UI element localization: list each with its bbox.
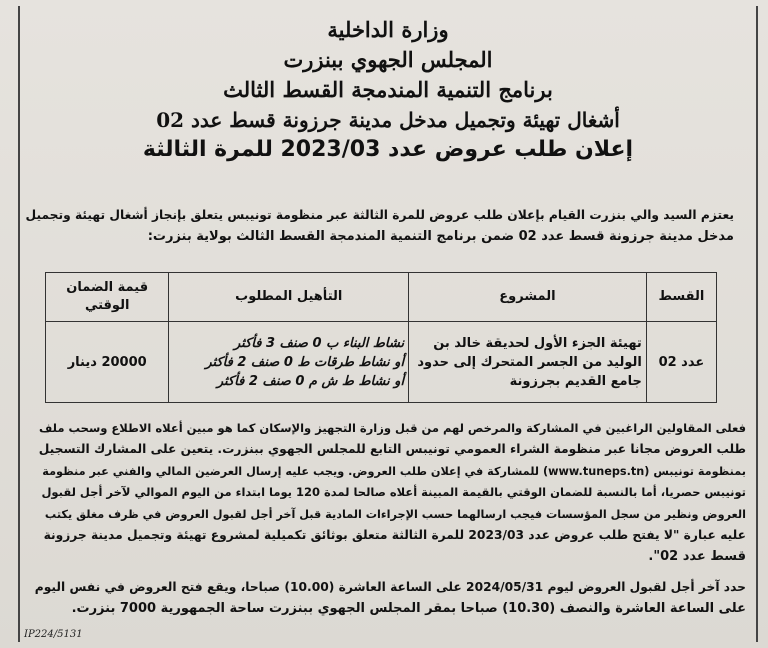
body-line: طلب العروض مجانا عبر منظومة الشراء العمومي تونيبس التابع للمجلس الجهوي ببنزرت. يتعين على المشارك التسجيل: [38, 442, 746, 457]
cell-guarantee: 20000 دينار: [46, 322, 169, 403]
body-line: عليه عبارة "لا يفتح طلب عروض عدد 2023/03 للمرة الثالثة متعلق بوثائق تكميلية لمشروع تهيئة وتجميل مدينة جرزونة: [43, 528, 746, 543]
header-project: المشروع: [409, 273, 647, 322]
header-guarantee-l1: قيمة الضمان: [66, 280, 149, 295]
qualification-line: نشاط البناء ب 0 صنف 3 فأكثر: [233, 335, 405, 351]
body-line: قسط عدد 02".: [648, 549, 746, 565]
body-line: تونيبس حصريا، أما بالنسبة للضمان الوقتي بالقيمة المبينة أعلاه صالحا لمدة 120 يوما ابتداء من اليوم الموالي لآخر أجل لقبول: [41, 485, 746, 500]
project-line: جامع القديم بجرزونة: [509, 373, 642, 389]
closing-line: على الساعة العاشرة والنصف (10.30) صباحا بمقر المجلس الجهوي ببنزرت ساحة الجمهورية 7000 بنزرت.: [71, 601, 746, 616]
intro-line: يعتزم السيد والي بنزرت القيام بإعلان طلب عروض للمرة الثالثة عبر منظومة تونيبس يتعلق بإنجاز أشغال تهيئة وتجميل: [25, 208, 734, 222]
project-line: الوليد من الجسر المتحرك إلى حدود: [417, 354, 642, 370]
conditions-paragraph: [34, 418, 746, 568]
announcement-header: [20, 14, 756, 166]
works-title: أشغال تهيئة وتجميل مدخل مدينة جرزونة قسط عدد 02: [156, 108, 620, 132]
qualification-line: أو نشاط ط ش م 0 صنف 2 فأكثر: [216, 373, 405, 389]
closing-line: حدد آخر أجل لقبول العروض ليوم 2024/05/31 على الساعة العاشرة (10.00) صباحا، ويقع فتح العروض في نفس اليوم: [34, 580, 746, 594]
ministry-title: وزارة الداخلية: [327, 17, 449, 42]
cell-project: [409, 322, 647, 403]
header-guarantee: [46, 273, 169, 322]
cell-lot: عدد 02: [646, 322, 716, 403]
program-title: برنامج التنمية المندمجة القسط الثالث: [223, 77, 553, 102]
intro-line: مدخل مدينة جرزونة قسط عدد 02 ضمن برنامج التنمية المندمجة القسط الثالث بولاية بنزرت:: [147, 229, 734, 244]
body-line: فعلى المقاولين الراغبين في المشاركة والمرخص لهم من قبل وزارة التجهيز والإسكان كما هو مبين أعلاه الاطلاع وسحب ملف: [38, 421, 746, 435]
tender-title: إعلان طلب عروض عدد 2023/03 للمرة الثالثة: [142, 137, 634, 162]
project-line: تهيئة الجزء الأول لحديقة خالد بن: [433, 335, 642, 351]
table-header-row: [46, 273, 717, 322]
reference-code: IP224/5131: [24, 629, 83, 640]
qualification-line: أو نشاط طرقات ط 0 صنف 2 فأكثر: [205, 354, 405, 370]
body-line: العروض ونظير من سجل المؤسسات فيجب ارسالهما حسب الإجراءات المادية قبل آخر أجل لقبول العروض في ظرف مغلق يكتب: [44, 507, 746, 521]
header-qualification: التأهيل المطلوب: [169, 273, 409, 322]
intro-paragraph: [26, 204, 734, 248]
body-line: بمنظومة تونيبس (www.tuneps.tn) للمشاركة في إعلان طلب العروض. ويجب عليه إرسال العرضين المالي والفني عبر منظومة: [42, 464, 746, 478]
deadline-paragraph: [34, 576, 746, 620]
lots-table: [45, 272, 717, 403]
header-lot: القسط: [646, 273, 716, 322]
header-guarantee-l2: الوقتي: [84, 298, 130, 313]
table-row: [46, 322, 717, 403]
council-title: المجلس الجهوي ببنزرت: [283, 47, 493, 72]
cell-qualification: [169, 322, 409, 403]
